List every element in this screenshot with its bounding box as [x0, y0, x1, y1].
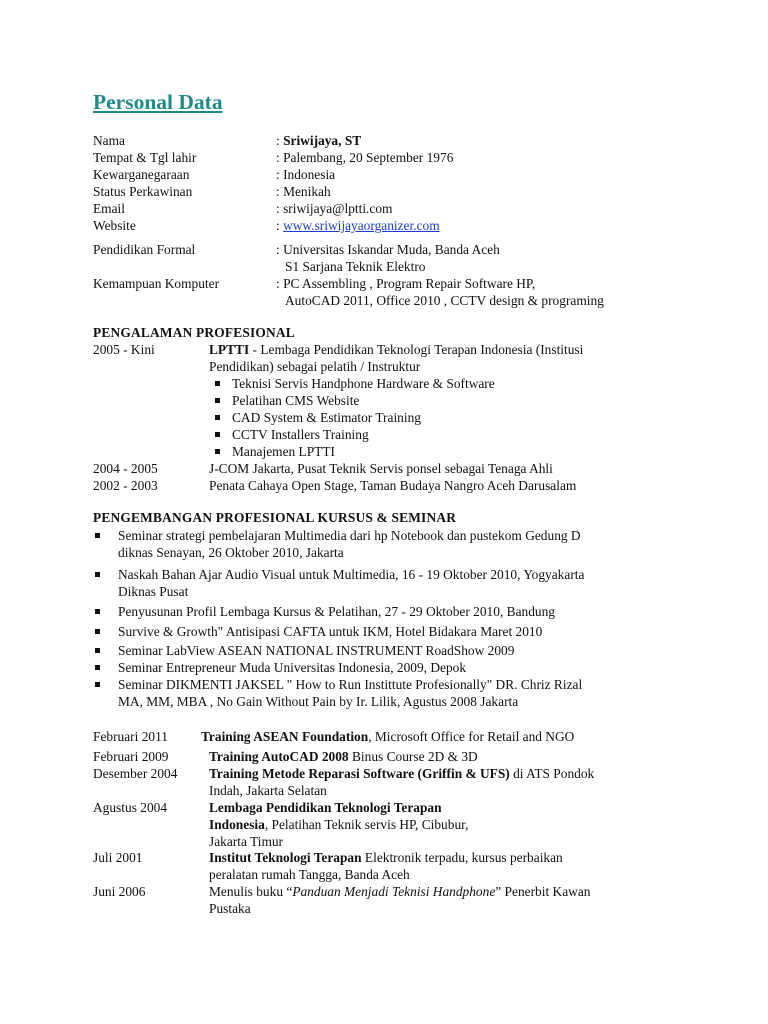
experience-date: 2004 - 2005: [93, 461, 158, 476]
education-label: Pendidikan Formal: [93, 242, 196, 257]
personal-label: Website: [93, 218, 136, 233]
computer-label: Kemampuan Komputer: [93, 276, 220, 291]
list-item: CAD System & Estimator Training: [215, 409, 495, 426]
training-desc: Institut Teknologi Terapan Elektronik terpadu, kursus perbaikan peralatan rumah Tangga, Banda Aceh: [209, 850, 563, 882]
education-line1: : Universitas Iskandar Muda, Banda Aceh: [276, 242, 500, 257]
website-link[interactable]: www.sriwijayaorganizer.com: [283, 218, 440, 233]
personal-label: Nama: [93, 133, 125, 148]
training-desc: Training Metode Reparasi Software (Griffin & UFS) di ATS Pondok Indah, Jakarta Selatan: [209, 766, 595, 798]
training-date: Juni 2006: [93, 884, 146, 899]
personal-value: : Sriwijaya, ST: [276, 133, 362, 148]
personal-value: : www.sriwijayaorganizer.com: [276, 218, 440, 233]
personal-value: : sriwijaya@lptti.com: [276, 201, 393, 216]
personal-value: : Indonesia: [276, 167, 336, 182]
experience-desc: Penata Cahaya Open Stage, Taman Budaya Nangro Aceh Darusalam: [209, 478, 577, 493]
training-desc: Training AutoCAD 2008 Binus Course 2D & 3D: [209, 749, 478, 764]
personal-value: : Palembang, 20 September 1976: [276, 150, 454, 165]
training-date: Februari 2009: [93, 749, 169, 764]
list-item: Pelatihan CMS Website: [215, 392, 495, 409]
training-desc: Training ASEAN Foundation, Microsoft Office for Retail and NGO: [201, 729, 575, 744]
experience-date: 2005 - Kini: [93, 342, 155, 357]
cv-page: Personal Data Nama : Sriwijaya, ST Tempat & Tgl lahir : Palembang, 20 September 1976 Kewarganegaraan : Indonesia Status Perkawinan : Menikah Email : sriwijaya@lptti.com Website : www.sriwijayaorganizer.com Pendidikan Formal : Universitas Iskandar Muda, Banda Aceh S1 Sarjana Teknik Elektro Kemampuan Komputer : PC Assembling , Program Repair Software HP, AutoCAD 2011, Office 2010 , CCTV design & programing PENGALAMAN PROFESIONAL 2005 - Kini LPTTI - Lembaga Pendidikan Teknologi Terapan Indonesia (Institusi Pendidikan) sebagai pelatih / Instruktur Teknisi Servis Handphone Hardware & Software Pelatihan CMS Website CAD System & Estimator Training CCTV Installers Training Manajemen LPTTI 2004 - 2005 J-COM Jakarta, Pusat Teknik Servis ponsel sebagai Tenaga Ahli 2002 - 2003 Penata Cahaya Open Stage, Taman Budaya Nangro Aceh Darusalam PENGEMBANGAN PROFESIONAL KURSUS & SEMINAR Seminar strategi pembelajaran Multimedia dari hp Notebook dan pustekom Gedung D diknas Senayan, 26 Oktober 2010, Jakarta Naskah Bahan Ajar Audio Visual untuk Multimedia, 16 - 19 Oktober 2010, Yogyakarta Diknas Pusat Penyusunan Profil Lembaga Kursus & Pelatihan, 27 - 29 Oktober 2010, Bandung Survive & Growth" Antisipasi CAFTA untuk IKM, Hotel Bidakara Maret 2010 Seminar LabView ASEAN NATIONAL INSTRUMENT RoadShow 2009 Seminar Entrepreneur Muda Universitas Indonesia, 2009, Depok Seminar DIKMENTI JAKSEL " How to Run Instittute Profesionally" DR. Chriz Rizal MA, MM, MBA , No Gain Without Pain by Ir. Lilik, Agustus 2008 Jakarta Februari 2011 Training ASEAN Foundation, Microsoft Office for Retail and NGO Februari 2009 Training AutoCAD 2008 Binus Course 2D & 3D Desember 2004 Training Metode Reparasi Software (Griffin & UFS) di ATS Pondok Indah, Jakarta Selatan Agustus 2004 Lembaga Pendidikan Teknologi Terapan Indonesia, Pelatihan Teknik servis HP, Cibubur, Jakarta Timur Juli 2001 Institut Teknologi Terapan Elektronik terpadu, kursus perbaikan peralatan rumah Tangga, Banda Aceh Juni 2006 Menulis buku “Panduan Menjadi Teknisi Handphone” Penerbit Kawan Pustaka: [0, 0, 768, 1024]
experience-bullets: [215, 375, 495, 460]
education-line2: S1 Sarjana Teknik Elektro: [285, 259, 426, 274]
experience-desc: LPTTI - Lembaga Pendidikan Teknologi Terapan Indonesia (Institusi Pendidikan) sebagai pelatih / Instruktur: [209, 342, 584, 374]
seminar-heading: PENGEMBANGAN PROFESIONAL KURSUS & SEMINAR: [93, 510, 457, 525]
personal-label: Status Perkawinan: [93, 184, 193, 199]
page-title: Personal Data: [93, 90, 223, 114]
list-item: Teknisi Servis Handphone Hardware & Software: [215, 375, 495, 392]
training-desc: Menulis buku “Panduan Menjadi Teknisi Handphone” Penerbit Kawan Pustaka: [209, 884, 591, 916]
training-desc: Lembaga Pendidikan Teknologi Terapan Indonesia, Pelatihan Teknik servis HP, Cibubur, Jakarta Timur: [209, 800, 469, 849]
computer-line2: AutoCAD 2011, Office 2010 , CCTV design & programing: [285, 293, 604, 308]
computer-line1: : PC Assembling , Program Repair Software HP,: [276, 276, 536, 291]
training-date: Februari 2011: [93, 729, 168, 744]
experience-desc: J-COM Jakarta, Pusat Teknik Servis ponsel sebagai Tenaga Ahli: [209, 461, 553, 476]
training-date: Juli 2001: [93, 850, 143, 865]
list-item: Manajemen LPTTI: [215, 443, 495, 460]
personal-label: Kewarganegaraan: [93, 167, 190, 182]
experience-date: 2002 - 2003: [93, 478, 158, 493]
training-date: Agustus 2004: [93, 800, 168, 815]
training-date: Desember 2004: [93, 766, 178, 781]
personal-value: : Menikah: [276, 184, 331, 199]
personal-label: Email: [93, 201, 125, 216]
personal-label: Tempat & Tgl lahir: [93, 150, 197, 165]
list-item: CCTV Installers Training: [215, 426, 495, 443]
experience-heading: PENGALAMAN PROFESIONAL: [93, 325, 295, 340]
